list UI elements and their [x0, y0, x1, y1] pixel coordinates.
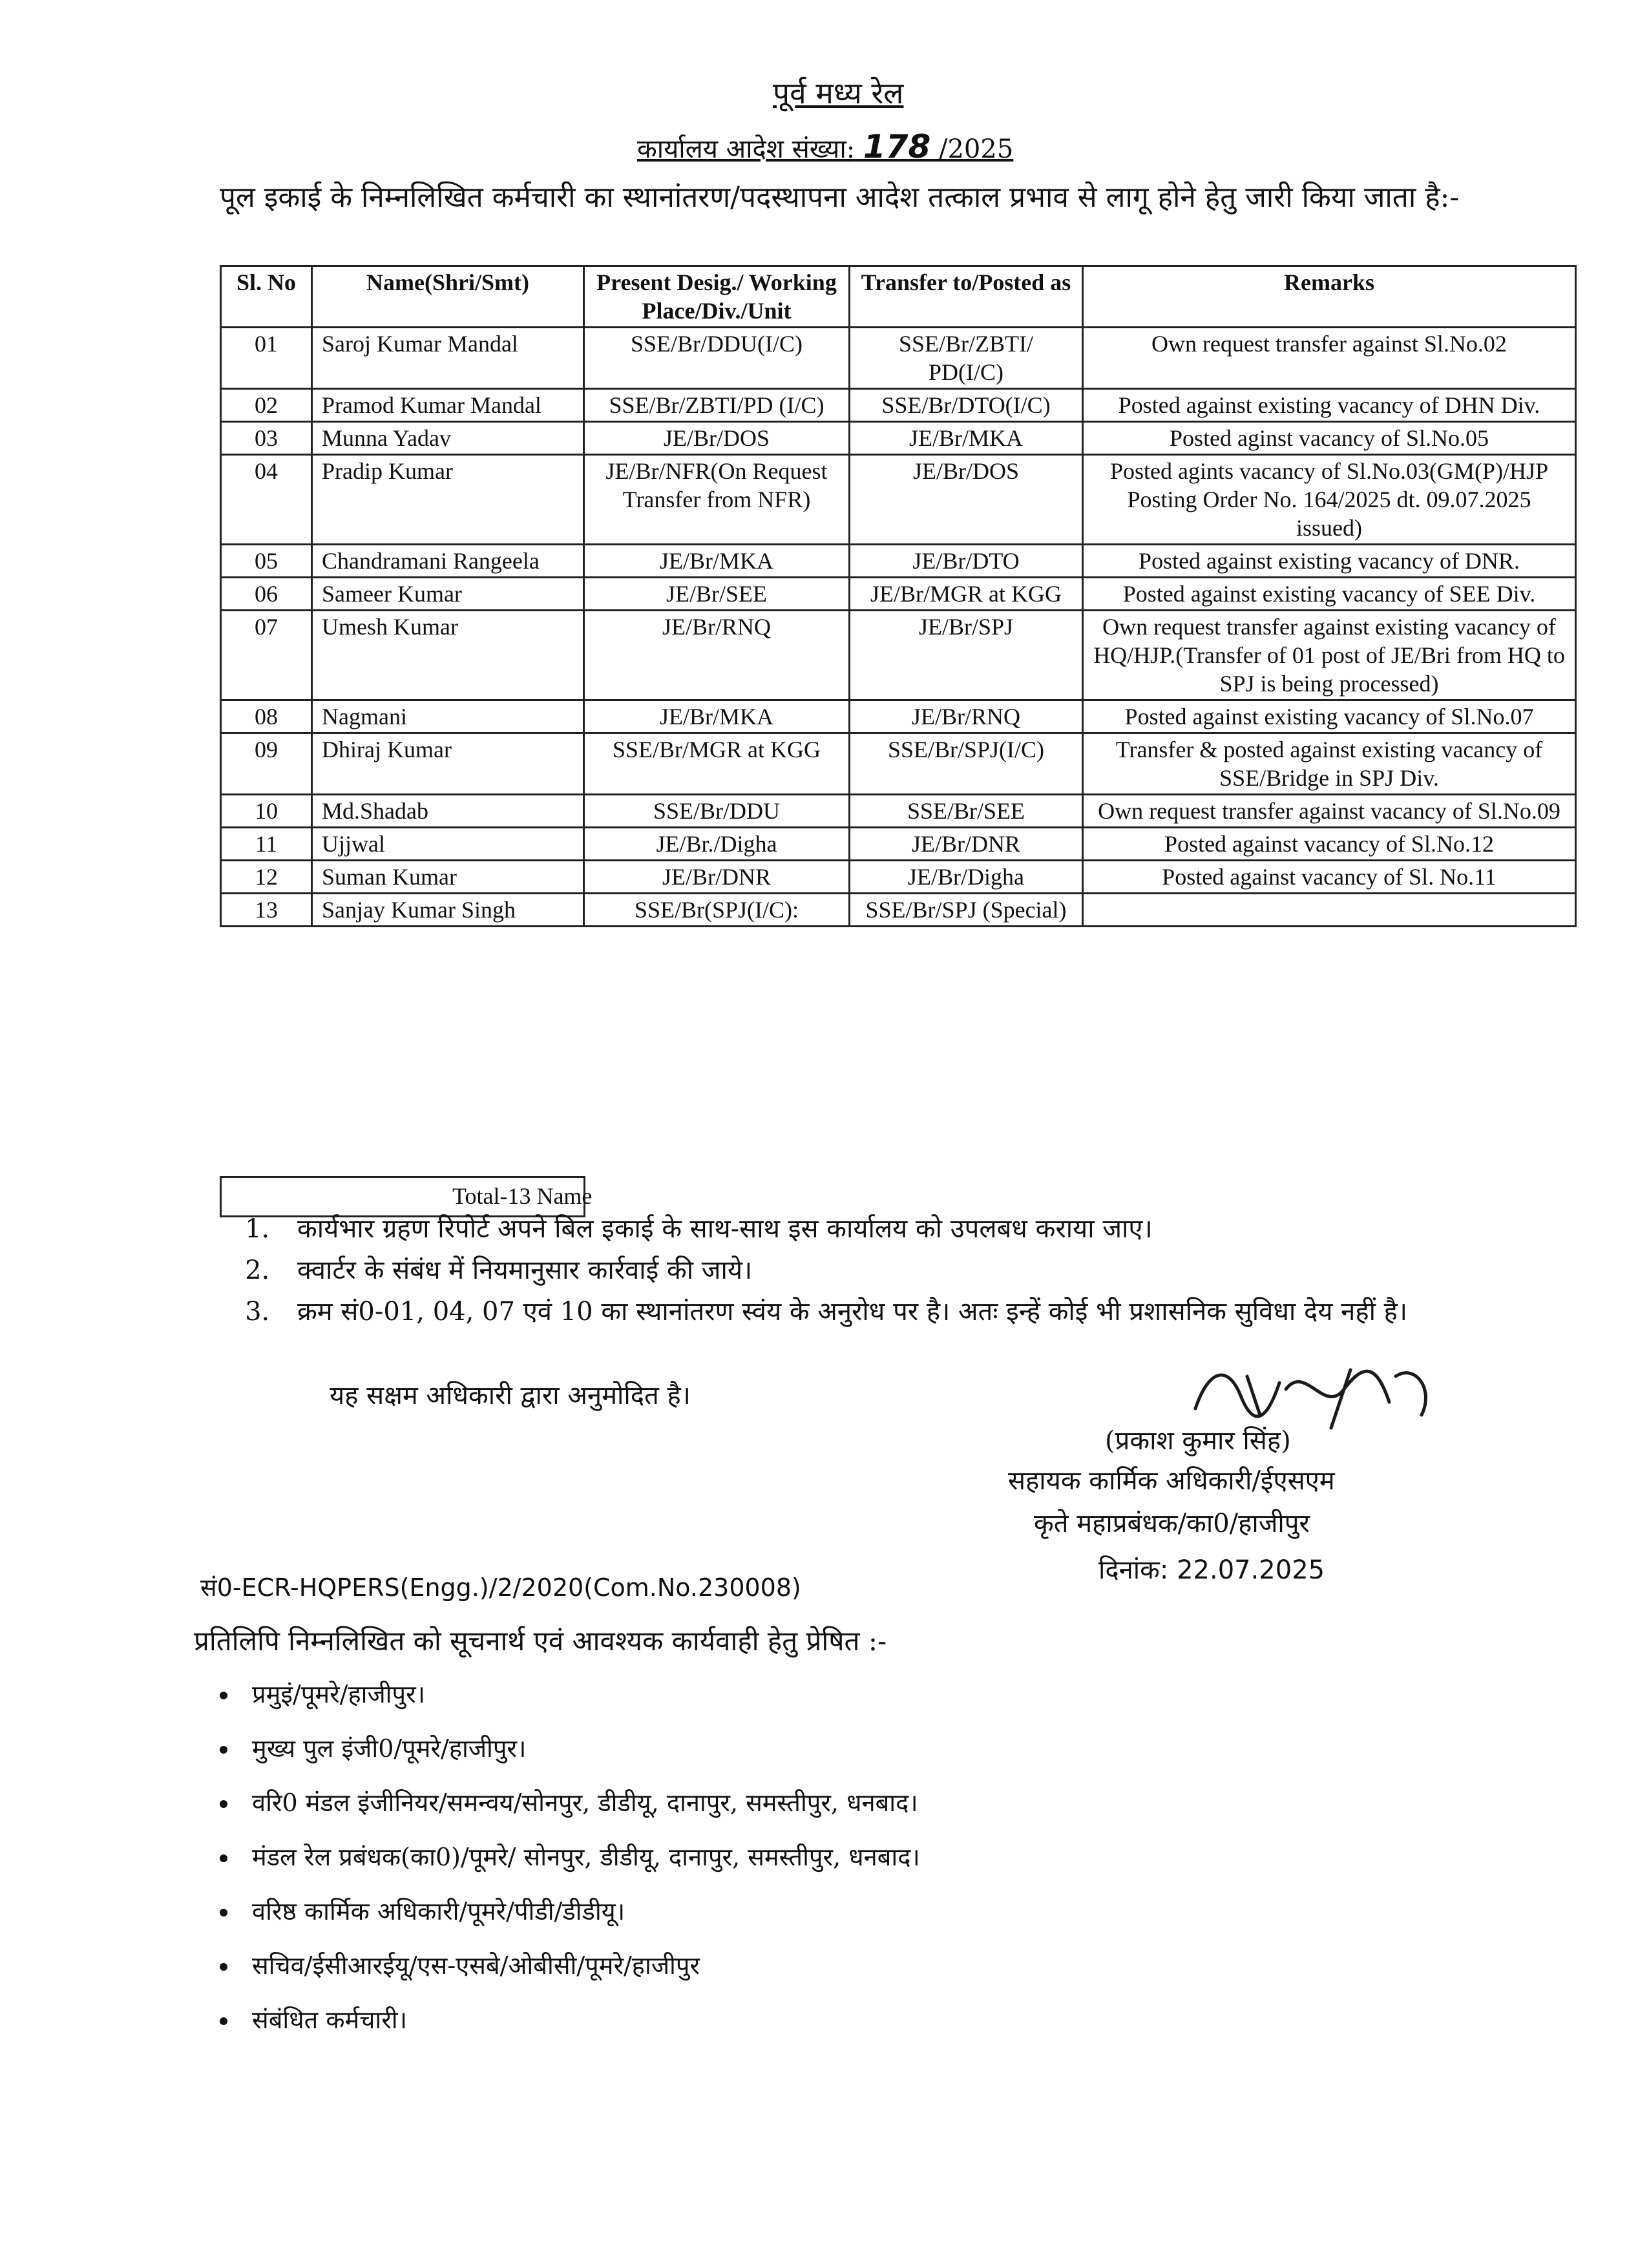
note-item: 3. क्रम सं0-01, 04, 07 एवं 10 का स्थानांतरण स्वंय के अनुरोध पर है। अतः इन्हें कोई भी प्रशासनिक सुविधा देय नहीं है।	[278, 1291, 1635, 1332]
cell-transfer-to: JE/Br/RNQ	[850, 700, 1083, 733]
date-label: दिनांक:	[1098, 1555, 1169, 1585]
cell-present-desig: JE/Br/MKA	[584, 700, 850, 733]
table-row	[221, 795, 1576, 828]
table-row	[221, 828, 1576, 861]
cell-remarks: Posted agints vacancy of Sl.No.03(GM(P)/HJP Posting Order No. 164/2025 dt. 09.07.2025 issued)	[1083, 455, 1576, 545]
note-item: 2. क्वार्टर के संबंध में नियमानुसार कार्रवाई की जाये।	[278, 1250, 1635, 1291]
cell-transfer-to: JE/Br/DTO	[850, 545, 1083, 578]
cell-transfer-to: JE/Br/DNR	[850, 828, 1083, 861]
cell-present-desig: SSE/Br/DDU	[584, 795, 850, 828]
cell-present-desig: SSE/Br(SPJ(I/C):	[584, 894, 850, 927]
cell-sl-no: 07	[221, 611, 312, 700]
cell-name: Dhiraj Kumar	[312, 733, 584, 795]
header-remarks: Remarks	[1083, 266, 1576, 328]
copy-item: • सचिव/ईसीआरईयू/एस-एसबे/ओबीसी/पूमरे/हाजीपुर	[239, 1938, 920, 1993]
table-row	[221, 578, 1576, 611]
table-total: Total-13 Name	[452, 1183, 593, 1209]
cell-name: Umesh Kumar	[312, 611, 584, 700]
copy-item: • वरिष्ठ कार्मिक अधिकारी/पूमरे/पीडी/डीडीयू।	[239, 1884, 920, 1938]
header-present-desig: Present Desig./ Working Place/Div./Unit	[584, 266, 850, 328]
copy-item: • मुख्य पुल इंजी0/पूमरे/हाजीपुर।	[239, 1721, 920, 1776]
cell-present-desig: JE/Br/DOS	[584, 422, 850, 455]
table-row	[221, 455, 1576, 545]
cell-sl-no: 13	[221, 894, 312, 927]
copy-item: • मंडल रेल प्रबंधक(का0)/पूमरे/ सोनपुर, डीडीयू, दानापुर, समस्तीपुर, धनबाद।	[239, 1830, 920, 1884]
copy-item: • संबंधित कर्मचारी।	[239, 1993, 920, 2047]
cell-transfer-to: JE/Br/Digha	[850, 861, 1083, 894]
cell-transfer-to: SSE/Br/ZBTI/ PD(I/C)	[850, 328, 1083, 389]
cell-name: Nagmani	[312, 700, 584, 733]
cell-sl-no: 03	[221, 422, 312, 455]
cell-remarks: Posted against vacancy of Sl.No.12	[1083, 828, 1576, 861]
header-name: Name(Shri/Smt)	[312, 266, 584, 328]
order-number	[637, 128, 1013, 165]
cell-sl-no: 12	[221, 861, 312, 894]
issue-date	[1098, 1551, 1325, 1586]
signatory-for: कृते महाप्रबंधक/का0/हाजीपुर	[1034, 1509, 1310, 1538]
cell-sl-no: 02	[221, 389, 312, 422]
copy-heading: प्रतिलिपि निम्नलिखित को सूचनार्थ एवं आवश्यक कार्यवाही हेतु प्रेषित :-	[194, 1625, 887, 1657]
note-item: 1. कार्यभार ग्रहण रिपोर्ट अपने बिल इकाई के साथ-साथ इस कार्यालय को उपलबध कराया जाए।	[278, 1208, 1635, 1250]
cell-present-desig: SSE/Br/ZBTI/PD (I/C)	[584, 389, 850, 422]
cell-sl-no: 06	[221, 578, 312, 611]
cell-transfer-to: JE/Br/DOS	[850, 455, 1083, 545]
table-row	[221, 389, 1576, 422]
page-title: पूर्व मध्य रेल	[773, 76, 904, 110]
cell-remarks: Posted against existing vacancy of DNR.	[1083, 545, 1576, 578]
table-row	[221, 611, 1576, 700]
table-row	[221, 861, 1576, 894]
cell-transfer-to: JE/Br/MGR at KGG	[850, 578, 1083, 611]
transfer-table	[220, 265, 1577, 927]
signatory-designation: सहायक कार्मिक अधिकारी/ईएसएम	[1008, 1466, 1335, 1496]
copy-list	[194, 1667, 920, 2047]
cell-present-desig: JE/Br/NFR(On Request Transfer from NFR)	[584, 455, 850, 545]
cell-remarks: Posted against vacancy of Sl. No.11	[1083, 861, 1576, 894]
intro-paragraph: पूल इकाई के निम्नलिखित कर्मचारी का स्थानांतरण/पदस्थापना आदेश तत्काल प्रभाव से लागू होने हेतु जारी किया जाता है:-	[220, 181, 1460, 214]
table-header-row	[221, 266, 1576, 328]
cell-remarks: Own request transfer against existing vacancy of HQ/HJP.(Transfer of 01 post of JE/Bri from HQ to SPJ is being processed)	[1083, 611, 1576, 700]
cell-present-desig: JE/Br/MKA	[584, 545, 850, 578]
cell-name: Pramod Kumar Mandal	[312, 389, 584, 422]
date-value: 22.07.2025	[1177, 1555, 1325, 1585]
table-row	[221, 894, 1576, 927]
table-row	[221, 700, 1576, 733]
cell-sl-no: 04	[221, 455, 312, 545]
header-sl-no: Sl. No	[221, 266, 312, 328]
table-row	[221, 545, 1576, 578]
cell-sl-no: 11	[221, 828, 312, 861]
cell-transfer-to: JE/Br/SPJ	[850, 611, 1083, 700]
cell-sl-no: 08	[221, 700, 312, 733]
cell-name: Suman Kumar	[312, 861, 584, 894]
cell-transfer-to: SSE/Br/SPJ(I/C)	[850, 733, 1083, 795]
order-prefix: कार्यालय आदेश संख्या:	[637, 134, 856, 164]
table-row	[221, 422, 1576, 455]
order-suffix: /2025	[939, 134, 1014, 164]
header-transfer-to: Transfer to/Posted as	[850, 266, 1083, 328]
cell-name: Munna Yadav	[312, 422, 584, 455]
copy-item: • प्रमुइं/पूमरे/हाजीपुर।	[239, 1667, 920, 1721]
cell-name: Chandramani Rangeela	[312, 545, 584, 578]
cell-remarks	[1083, 894, 1576, 927]
cell-sl-no: 10	[221, 795, 312, 828]
table-row	[221, 733, 1576, 795]
cell-transfer-to: SSE/Br/SPJ (Special)	[850, 894, 1083, 927]
cell-name: Ujjwal	[312, 828, 584, 861]
copy-item: • वरि0 मंडल इंजीनियर/समन्वय/सोनपुर, डीडीयू, दानापुर, समस्तीपुर, धनबाद।	[239, 1776, 920, 1830]
cell-remarks: Posted against existing vacancy of Sl.No.07	[1083, 700, 1576, 733]
cell-remarks: Posted against existing vacancy of SEE Div.	[1083, 578, 1576, 611]
cell-sl-no: 09	[221, 733, 312, 795]
cell-present-desig: JE/Br/DNR	[584, 861, 850, 894]
cell-present-desig: JE/Br/SEE	[584, 578, 850, 611]
cell-remarks: Own request transfer against Sl.No.02	[1083, 328, 1576, 389]
table-row	[221, 328, 1576, 389]
cell-name: Pradip Kumar	[312, 455, 584, 545]
reference-number: सं0-ECR-HQPERS(Engg.)/2/2020(Com.No.230008)	[200, 1573, 801, 1602]
cell-present-desig: JE/Br./Digha	[584, 828, 850, 861]
cell-transfer-to: SSE/Br/DTO(I/C)	[850, 389, 1083, 422]
signatory-name: (प्रकाश कुमार सिंह)	[1105, 1426, 1291, 1456]
cell-remarks: Posted against existing vacancy of DHN Div.	[1083, 389, 1576, 422]
cell-remarks: Own request transfer against vacancy of Sl.No.09	[1083, 795, 1576, 828]
cell-name: Saroj Kumar Mandal	[312, 328, 584, 389]
cell-remarks: Posted aginst vacancy of Sl.No.05	[1083, 422, 1576, 455]
cell-name: Sameer Kumar	[312, 578, 584, 611]
cell-transfer-to: JE/Br/MKA	[850, 422, 1083, 455]
cell-sl-no: 05	[221, 545, 312, 578]
order-number-value: 178	[863, 128, 931, 165]
cell-present-desig: JE/Br/RNQ	[584, 611, 850, 700]
cell-present-desig: SSE/Br/MGR at KGG	[584, 733, 850, 795]
cell-remarks: Transfer & posted against existing vacancy of SSE/Bridge in SPJ Div.	[1083, 733, 1576, 795]
cell-name: Sanjay Kumar Singh	[312, 894, 584, 927]
cell-present-desig: SSE/Br/DDU(I/C)	[584, 328, 850, 389]
cell-name: Md.Shadab	[312, 795, 584, 828]
cell-transfer-to: SSE/Br/SEE	[850, 795, 1083, 828]
cell-sl-no: 01	[221, 328, 312, 389]
approval-statement: यह सक्षम अधिकारी द्वारा अनुमोदित है।	[330, 1381, 691, 1411]
notes-list	[233, 1208, 1635, 1332]
